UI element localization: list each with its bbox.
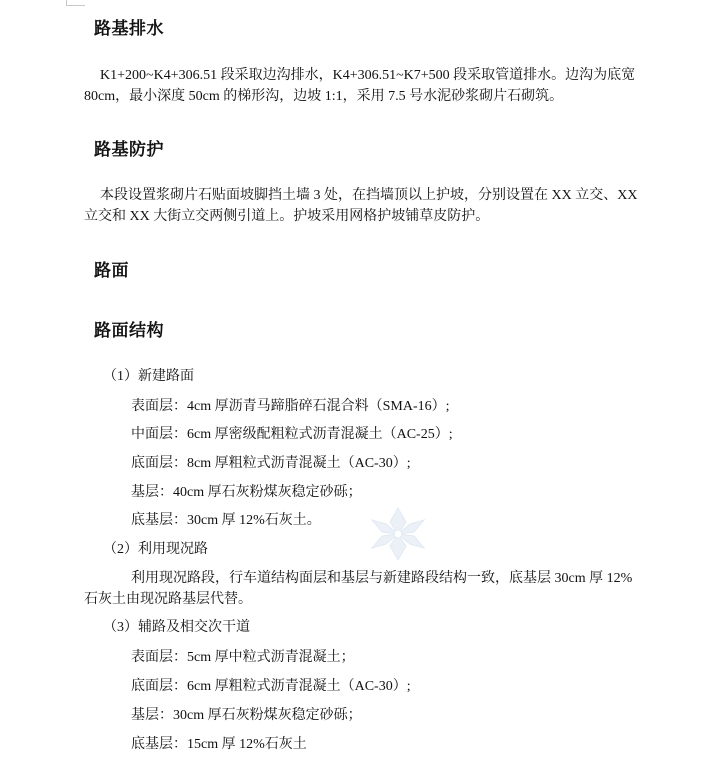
existing-road-title: （2）利用现况路 [103, 542, 208, 557]
section-heading-drainage: 路基排水 [94, 19, 164, 39]
section-heading-pavement: 路面 [94, 261, 129, 281]
section-heading-structure: 路面结构 [94, 321, 164, 341]
new-road-item: 底基层：30cm 厚 12%石灰土。 [131, 513, 321, 528]
new-road-item: 中面层：6cm 厚密级配粗粒式沥青混凝土（AC-25）; [131, 427, 453, 442]
side-road-item: 底面层：6cm 厚粗粒式沥青混凝土（AC-30）; [131, 679, 411, 694]
protection-paragraph-line-1: 本段设置浆砌片石贴面坡脚挡土墙 3 处，在挡墙顶以上护坡，分别设置在 XX 立交、XX [100, 188, 638, 203]
existing-road-paragraph-line-1: 利用现况路段，行车道结构面层和基层与新建路段结构一致，底基层 30cm 厚 12% [131, 571, 633, 586]
drainage-paragraph-line-1: K1+200~K4+306.51 段采取边沟排水，K4+306.51~K7+500 段采取管道排水。边沟为底宽 [100, 68, 636, 83]
new-road-item: 底面层：8cm 厚粗粒式沥青混凝土（AC-30）; [131, 456, 411, 471]
side-road-item: 底基层：15cm 厚 12%石灰土 [131, 737, 307, 752]
drainage-paragraph-line-2: 80cm，最小深度 50cm 的梯形沟，边坡 1:1，采用 7.5 号水泥砂浆砌片石砌筑。 [84, 89, 564, 104]
side-road-item: 表面层：5cm 厚中粒式沥青混凝土； [131, 650, 355, 665]
snowflake-watermark-icon [352, 504, 444, 564]
existing-road-paragraph-line-2: 石灰土由现况路基层代替。 [84, 592, 252, 607]
new-road-item: 表面层：4cm 厚沥青马蹄脂碎石混合料（SMA-16）; [131, 399, 450, 414]
page-corner-mark [66, 0, 85, 6]
side-road-title: （3）辅路及相交次干道 [103, 620, 250, 635]
side-road-item: 基层：30cm 厚石灰粉煤灰稳定砂砾； [131, 708, 362, 723]
protection-paragraph-line-2: 立交和 XX 大街立交两侧引道上。护坡采用网格护坡铺草皮防护。 [84, 209, 490, 224]
new-road-title: （1）新建路面 [103, 369, 194, 384]
section-heading-protection: 路基防护 [94, 140, 164, 160]
new-road-item: 基层：40cm 厚石灰粉煤灰稳定砂砾； [131, 485, 362, 500]
